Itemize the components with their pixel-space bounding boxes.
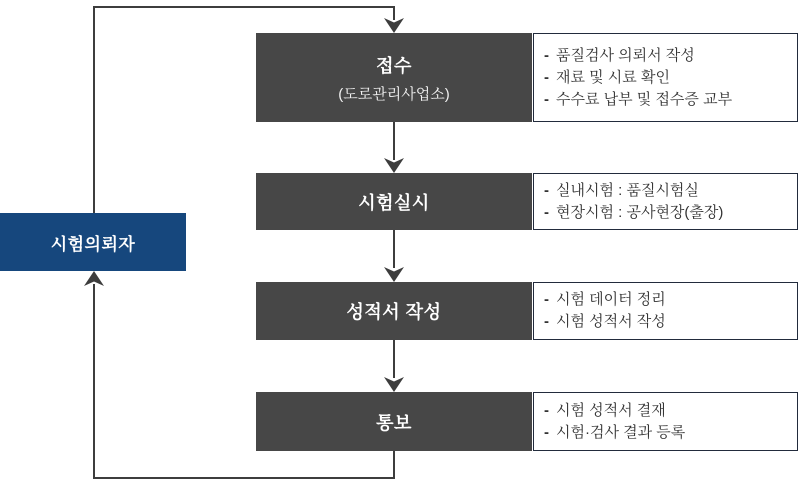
step-box-notification xyxy=(256,392,532,451)
arrowhead-into-step3 xyxy=(384,267,404,282)
note-item xyxy=(544,180,791,202)
requester-box xyxy=(0,213,186,271)
note-box-testing xyxy=(533,173,798,230)
note-box-report-writing xyxy=(533,282,798,340)
flow-line-bottom-horizontal xyxy=(93,477,395,479)
note-bullet: - xyxy=(544,181,549,199)
note-bullet: - xyxy=(544,401,549,419)
step-box-reception xyxy=(256,33,532,122)
arrowhead-into-step2 xyxy=(384,158,404,173)
requester-label: 시험의뢰자 xyxy=(50,234,136,254)
note-bullet: - xyxy=(544,291,549,308)
note-item xyxy=(544,89,791,111)
step-box-report-writing xyxy=(256,282,532,340)
note-text: 시험·검사 결과 등록 xyxy=(556,423,686,441)
note-item xyxy=(544,202,791,224)
note-item xyxy=(544,45,791,67)
note-bullet: - xyxy=(544,313,549,330)
step-title: 접수 xyxy=(376,55,412,76)
note-item xyxy=(544,422,791,444)
flow-line-into-step1 xyxy=(393,6,395,20)
flow-line-left-up xyxy=(93,6,95,213)
flow-line-step4-down xyxy=(393,451,395,479)
note-bullet: - xyxy=(544,46,549,64)
note-text: 시험 성적서 결재 xyxy=(556,401,666,419)
note-box-reception xyxy=(533,33,798,122)
note-bullet: - xyxy=(544,423,549,441)
note-item xyxy=(544,289,791,311)
flow-line-step3-step4 xyxy=(393,340,395,378)
step-box-testing xyxy=(256,173,532,230)
note-text: 수수료 납부 및 접수증 교부 xyxy=(556,90,733,108)
note-item xyxy=(544,67,791,89)
arrowhead-into-step4 xyxy=(384,377,404,392)
flow-line-top-horizontal xyxy=(93,6,395,8)
note-bullet: - xyxy=(544,90,549,108)
step-title: 시험실시 xyxy=(358,192,430,213)
step-title: 성적서 작성 xyxy=(346,302,442,322)
note-text: 시험 데이터 정리 xyxy=(556,291,666,308)
flow-line-left-return-up xyxy=(93,284,95,479)
note-bullet: - xyxy=(544,203,549,221)
note-item xyxy=(544,311,791,333)
note-box-notification xyxy=(533,392,798,451)
step-title: 통보 xyxy=(376,412,412,433)
note-text: 실내시험 : 품질시험실 xyxy=(556,181,699,199)
flow-line-step1-step2 xyxy=(393,122,395,160)
note-bullet: - xyxy=(544,68,549,86)
arrowhead-into-step1 xyxy=(384,18,404,33)
note-text: 품질검사 의뢰서 작성 xyxy=(556,46,695,64)
note-item xyxy=(544,400,791,422)
step-subtitle: (도로관리사업소) xyxy=(338,85,450,103)
flow-line-step2-step3 xyxy=(393,230,395,268)
note-text: 재료 및 시료 확인 xyxy=(556,68,670,86)
note-text: 현장시험 : 공사현장(출장) xyxy=(556,203,724,221)
note-text: 시험 성적서 작성 xyxy=(556,313,666,330)
